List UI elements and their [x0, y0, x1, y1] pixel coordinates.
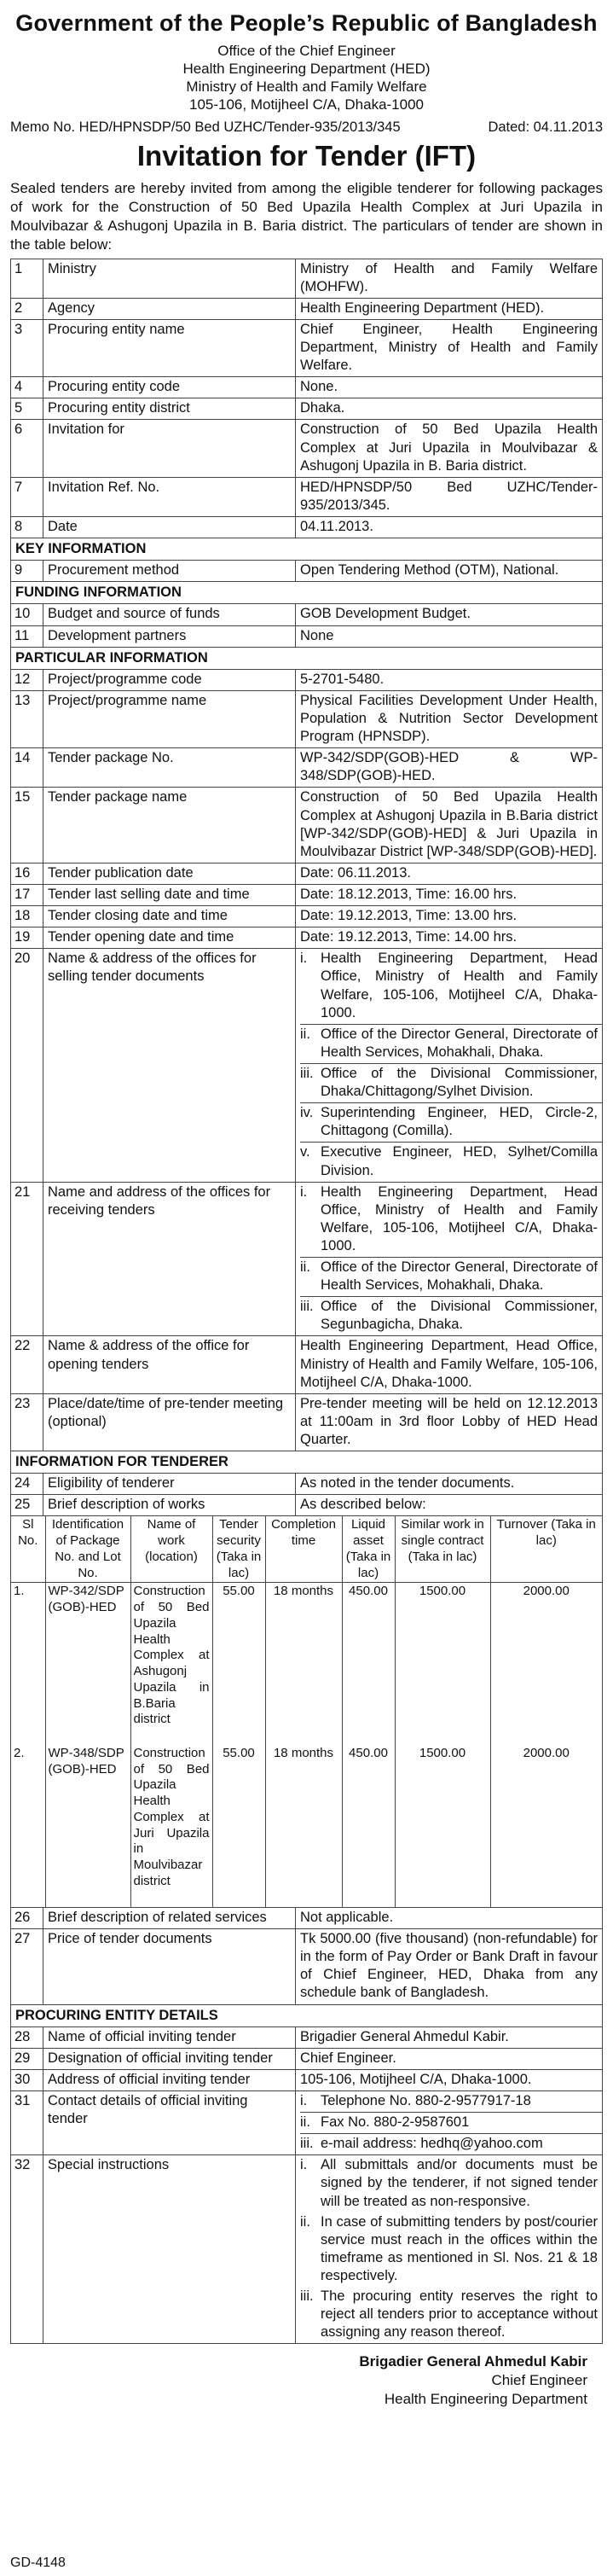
memo-number: Memo No. HED/HPNSDP/50 Bed UZHC/Tender-935/2013/345 [10, 119, 401, 135]
row-number: 27 [11, 1929, 43, 2004]
table-row [11, 625, 603, 647]
list-text: Telephone No. 880-2-9577917-18 [321, 2092, 531, 2108]
memo-row [10, 119, 603, 137]
row-number: 31 [11, 2090, 43, 2154]
table-row [11, 788, 603, 863]
row-value: 04.11.2013. [296, 517, 603, 538]
table-row [11, 2026, 603, 2048]
works-name: Construction of 50 Bed Upazila Health Complex at Ashugonj Upazila in B.Baria district [130, 1583, 212, 1745]
list-text: The procuring entity reserves the right to reject all tenders prior to acceptance without assigning any reason thereof. [321, 2288, 598, 2340]
department-line: Health Engineering Department (HED) [182, 60, 431, 77]
memo-date: Dated: 04.11.2013 [488, 119, 603, 135]
row-label: Tender publication date [43, 863, 296, 884]
list-text: All submittals and/or documents must be signed by the tenderer, if not signed tender will be treated as non-responsive. [321, 2157, 598, 2209]
table-row [11, 604, 603, 625]
works-package: WP-348/SDP (GOB)-HED [45, 1745, 130, 1907]
works-sl: 2. [14, 1745, 25, 1760]
list-item [300, 1024, 602, 1063]
row-number: 32 [11, 2155, 43, 2344]
row-label: Name & address of the offices for selling tender documents [43, 949, 296, 1182]
table-row [11, 1182, 603, 1336]
row-number: 13 [11, 690, 43, 747]
works-table [11, 1516, 602, 1907]
row-value: None. [296, 377, 603, 398]
section-header-row [11, 582, 603, 604]
table-row [11, 949, 603, 1182]
table-row [11, 2155, 603, 2344]
list-text: Health Engineering Department, Head Office, Ministry of Health and Family Welfare, 105-106, Motijheel C/A, Dhaka-1000. [321, 951, 598, 1021]
list-item [300, 2287, 602, 2343]
row-number: 15 [11, 788, 43, 863]
list-item [300, 949, 602, 1023]
works-sl: 1. [14, 1584, 25, 1599]
row-label: Special instructions [43, 2155, 296, 2344]
list-text: Superintending Engineer, HED, Circle-2, Chittagong (Comilla). [321, 1105, 598, 1139]
list-text: Office of the Director General, Directorate of Health Services, Mohakhali, Dhaka. [321, 1259, 598, 1294]
works-liquid-asset: 450.00 [342, 1583, 395, 1745]
table-row [11, 1474, 603, 1495]
works-time: 18 months [265, 1745, 342, 1907]
row-label: Project/programme code [43, 669, 296, 690]
row-label: Price of tender documents [43, 1929, 296, 2004]
list-item [300, 1102, 602, 1142]
list-text: Office of the Divisional Commissioner, Dhaka/Chittagong/Sylhet Division. [321, 1065, 598, 1100]
row-label: Place/date/time of pre-tender meeting (optional) [43, 1393, 296, 1451]
row-value: HED/HPNSDP/50 Bed UZHC/Tender-935/2013/345. [296, 477, 603, 516]
row-value: None [296, 625, 603, 647]
list-number: ii. [300, 1259, 310, 1276]
row-value [296, 2090, 603, 2154]
row-value: Date: 19.12.2013, Time: 13.00 hrs. [296, 906, 603, 927]
ministry-line: Ministry of Health and Family Welfare [186, 78, 427, 95]
table-row [11, 561, 603, 582]
row-value: Construction of 50 Bed Upazila Health Complex at Juri Upazila in Moulvibazar & Ashugonj Upazila in B. Baria district. [296, 420, 603, 477]
document-title: Invitation for Tender (IFT) [136, 139, 477, 172]
intro-paragraph: Sealed tenders are hereby invited from among the eligible tenderer for following packages of work for the Construction of 50 Bed Upazila Health Complex at Juri Upazila in Moulvibazar & Ashugonj Upazila in B. Baria district. The particulars of tender are shown in the table below: [10, 180, 603, 253]
row-label: Date [43, 517, 296, 538]
column-header: Name of work (location) [130, 1516, 212, 1583]
table-row [11, 420, 603, 477]
signatory-name: Brigadier General Ahmedul Kabir [359, 2353, 587, 2370]
row-value: Tk 5000.00 (five thousand) (non-refundable) for in the form of Pay Order or Bank Draft in favour of Chief Engineer, HED, Dhaka from any schedule bank of Bangladesh. [296, 1929, 603, 2004]
row-number: 25 [11, 1495, 43, 1516]
row-label: Procuring entity code [43, 377, 296, 398]
section-header-row [11, 2004, 603, 2026]
list-item [300, 2155, 602, 2212]
table-row [11, 927, 603, 949]
row-number: 14 [11, 748, 43, 788]
row-value: Chief Engineer. [296, 2048, 603, 2069]
works-similar: 1500.00 [395, 1583, 490, 1745]
row-number: 10 [11, 604, 43, 625]
row-value: Health Engineering Department (HED). [296, 298, 603, 319]
works-liquid-asset: 450.00 [342, 1745, 395, 1907]
row-label: Brief description of related services [43, 1907, 296, 1928]
row-number: 18 [11, 906, 43, 927]
row-number: 16 [11, 863, 43, 884]
section-heading: PARTICULAR INFORMATION [11, 647, 603, 669]
section-header-row [11, 538, 603, 561]
column-header: Similar work in single contract (Taka in lac) [395, 1516, 490, 1583]
row-label: Ministry [43, 259, 296, 298]
row-value: Not applicable. [296, 1907, 603, 1928]
row-value: 5-2701-5480. [296, 669, 603, 690]
row-value: Construction of 50 Bed Upazila Health Complex at Ashugonj Upazila in B.Baria district [WP-342/SDP(GOB)-HED] & Juri Upazila in Moulvibazar District [WP-348/SDP(GOB)-HED]. [296, 788, 603, 863]
list-number: i. [300, 1183, 308, 1200]
row-value: Dhaka. [296, 398, 603, 420]
list-item [300, 2112, 602, 2133]
signatory-department: Health Engineering Department [384, 2390, 587, 2407]
signatory-designation: Chief Engineer [491, 2372, 587, 2389]
table-row [11, 298, 603, 319]
list-number: iii. [300, 2136, 314, 2152]
section-heading: KEY INFORMATION [11, 538, 603, 561]
table-row [11, 398, 603, 420]
government-title: Government of the People’s Republic of Bangladesh [15, 10, 598, 36]
row-number: 11 [11, 625, 43, 647]
table-row [11, 517, 603, 538]
list-text: e-mail address: hedhq@yahoo.com [321, 2136, 543, 2152]
row-number: 24 [11, 1474, 43, 1495]
list-number: i. [300, 2092, 308, 2108]
signature-block [10, 2352, 603, 2408]
row-value: Ministry of Health and Family Welfare (MOHFW). [296, 259, 603, 298]
row-value: Chief Engineer, Health Engineering Department, Ministry of Health and Family Welfare. [296, 319, 603, 376]
row-label: Invitation for [43, 420, 296, 477]
table-row [11, 690, 603, 747]
works-turnover: 2000.00 [490, 1745, 602, 1907]
row-value: Health Engineering Department, Head Office, Ministry of Health and Family Welfare, 105-106, Motijheel C/A, Dhaka-1000. [296, 1336, 603, 1393]
list-number: ii. [300, 1026, 310, 1042]
row-number: 29 [11, 2048, 43, 2069]
list-item [300, 2091, 602, 2112]
list-text: Executive Engineer, HED, Sylhet/Comilla Division. [321, 1144, 598, 1178]
row-label: Invitation Ref. No. [43, 477, 296, 516]
table-row [11, 906, 603, 927]
row-label: Designation of official inviting tender [43, 2048, 296, 2069]
row-value: As described below: [296, 1495, 603, 1516]
row-label: Tender package name [43, 788, 296, 863]
works-turnover: 2000.00 [490, 1583, 602, 1745]
row-number: 23 [11, 1393, 43, 1451]
column-header: Liquid asset (Taka in lac) [342, 1516, 395, 1583]
table-row [11, 377, 603, 398]
row-value: Open Tendering Method (OTM), National. [296, 561, 603, 582]
row-label: Procuring entity name [43, 319, 296, 376]
row-number: 1 [11, 259, 43, 298]
row-number: 19 [11, 927, 43, 949]
table-row [11, 2048, 603, 2069]
works-table-cell [11, 1516, 603, 1908]
list-number: iii. [300, 2288, 314, 2305]
row-value: Date: 19.12.2013, Time: 14.00 hrs. [296, 927, 603, 949]
list-text: Office of the Director General, Directorate of Health Services, Mohakhali, Dhaka. [321, 1026, 598, 1060]
row-value: Date: 18.12.2013, Time: 16.00 hrs. [296, 884, 603, 905]
tender-notice [10, 0, 603, 2409]
table-row [11, 2069, 603, 2090]
row-value: Date: 06.11.2013. [296, 863, 603, 884]
row-label: Development partners [43, 625, 296, 647]
row-label: Tender last selling date and time [43, 884, 296, 905]
table-row [11, 863, 603, 884]
list-item [300, 1142, 602, 1181]
row-number: 4 [11, 377, 43, 398]
row-number: 8 [11, 517, 43, 538]
column-header: Completion time [265, 1516, 342, 1583]
row-number: 22 [11, 1336, 43, 1393]
address-line: 105-106, Motijheel C/A, Dhaka-1000 [189, 96, 424, 113]
column-header: Identification of Package No. and Lot No. [45, 1516, 130, 1583]
list-item [300, 1257, 602, 1296]
row-number: 26 [11, 1907, 43, 1928]
section-header-row [11, 647, 603, 669]
list-number: ii. [300, 2213, 310, 2230]
table-row [11, 1907, 603, 1928]
table-row [11, 319, 603, 376]
works-similar: 1500.00 [395, 1745, 490, 1907]
works-security: 55.00 [212, 1583, 265, 1745]
row-number: 20 [11, 949, 43, 1182]
row-value [296, 2155, 603, 2344]
row-value: WP-342/SDP(GOB)-HED & WP-348/SDP(GOB)-HED. [296, 748, 603, 788]
row-label: Budget and source of funds [43, 604, 296, 625]
row-label: Eligibility of tenderer [43, 1474, 296, 1495]
row-label: Agency [43, 298, 296, 319]
row-value: Pre-tender meeting will be held on 12.12.2013 at 11:00am in 3rd floor Lobby of HED Head Quarter. [296, 1393, 603, 1451]
list-item [300, 2133, 602, 2154]
column-header: Sl No. [11, 1516, 45, 1583]
works-name: Construction of 50 Bed Upazila Health Complex at Juri Upazila in Moulvibazar district [130, 1745, 212, 1907]
row-label: Name and address of the offices for receiving tenders [43, 1182, 296, 1336]
row-label: Tender package No. [43, 748, 296, 788]
row-value: As noted in the tender documents. [296, 1474, 603, 1495]
works-header-row [11, 1516, 602, 1583]
list-text: Health Engineering Department, Head Office, Ministry of Health and Family Welfare, 105-106, Motijheel C/A, Dhaka-1000. [321, 1183, 598, 1253]
works-time: 18 months [265, 1583, 342, 1745]
table-row [11, 477, 603, 516]
row-label: Name & address of the office for opening tenders [43, 1336, 296, 1393]
list-number: v. [300, 1144, 310, 1160]
section-header-row [11, 1451, 603, 1474]
table-row [11, 1393, 603, 1451]
row-label: Name of official inviting tender [43, 2026, 296, 2048]
row-number: 30 [11, 2069, 43, 2090]
row-number: 12 [11, 669, 43, 690]
column-header: Tender security (Taka in lac) [212, 1516, 265, 1583]
table-row [11, 669, 603, 690]
tender-particulars-table [10, 259, 603, 2345]
row-number: 9 [11, 561, 43, 582]
footer-code: GD-4148 [10, 2556, 66, 2570]
works-table-row [11, 1516, 603, 1908]
list-item [300, 1063, 602, 1102]
list-number: iii. [300, 1065, 314, 1081]
row-number: 28 [11, 2026, 43, 2048]
row-label: Procurement method [43, 561, 296, 582]
list-text: Fax No. 880-2-9587601 [321, 2114, 470, 2131]
works-security: 55.00 [212, 1745, 265, 1907]
list-number: i. [300, 951, 308, 967]
list-number: i. [300, 2157, 308, 2173]
row-value: Physical Facilities Development Under Health, Population & Nutrition Sector Development Program (HPNSDP). [296, 690, 603, 747]
table-row [11, 2090, 603, 2154]
list-item [300, 1296, 602, 1335]
row-number: 3 [11, 319, 43, 376]
list-item [300, 2213, 602, 2287]
row-label: Project/programme name [43, 690, 296, 747]
row-label: Brief description of works [43, 1495, 296, 1516]
list-number: ii. [300, 2114, 310, 2131]
row-number: 21 [11, 1182, 43, 1336]
table-row [11, 1336, 603, 1393]
column-header: Turnover (Taka in lac) [490, 1516, 602, 1583]
row-number: 17 [11, 884, 43, 905]
list-text: In case of submitting tenders by post/courier service must reach in the offices within the timeframe as mentioned in Sl. Nos. 21 & 18 respectively. [321, 2213, 598, 2283]
office-line: Office of the Chief Engineer [217, 42, 396, 59]
works-row [11, 1745, 602, 1907]
row-number: 6 [11, 420, 43, 477]
section-heading: INFORMATION FOR TENDERER [11, 1451, 603, 1474]
section-heading: FUNDING INFORMATION [11, 582, 603, 604]
list-text: Office of the Divisional Commissioner, Segunbagicha, Dhaka. [321, 1299, 598, 1333]
row-value [296, 1182, 603, 1336]
list-number: iii. [300, 1299, 314, 1315]
row-value: GOB Development Budget. [296, 604, 603, 625]
row-label: Contact details of official inviting tender [43, 2090, 296, 2154]
table-row [11, 259, 603, 298]
row-label: Procuring entity district [43, 398, 296, 420]
list-item [300, 1183, 602, 1257]
row-number: 2 [11, 298, 43, 319]
row-value: 105-106, Motijheel C/A, Dhaka-1000. [296, 2069, 603, 2090]
table-row [11, 748, 603, 788]
row-value [296, 949, 603, 1182]
row-value: Brigadier General Ahmedul Kabir. [296, 2026, 603, 2048]
row-label: Tender opening date and time [43, 927, 296, 949]
row-label: Tender closing date and time [43, 906, 296, 927]
works-row [11, 1583, 602, 1745]
list-number: iv. [300, 1105, 314, 1121]
works-package: WP-342/SDP (GOB)-HED [45, 1583, 130, 1745]
table-row [11, 1929, 603, 2004]
row-label: Address of official inviting tender [43, 2069, 296, 2090]
section-heading: PROCURING ENTITY DETAILS [11, 2004, 603, 2026]
row-number: 7 [11, 477, 43, 516]
table-row [11, 884, 603, 905]
row-number: 5 [11, 398, 43, 420]
table-row [11, 1495, 603, 1516]
